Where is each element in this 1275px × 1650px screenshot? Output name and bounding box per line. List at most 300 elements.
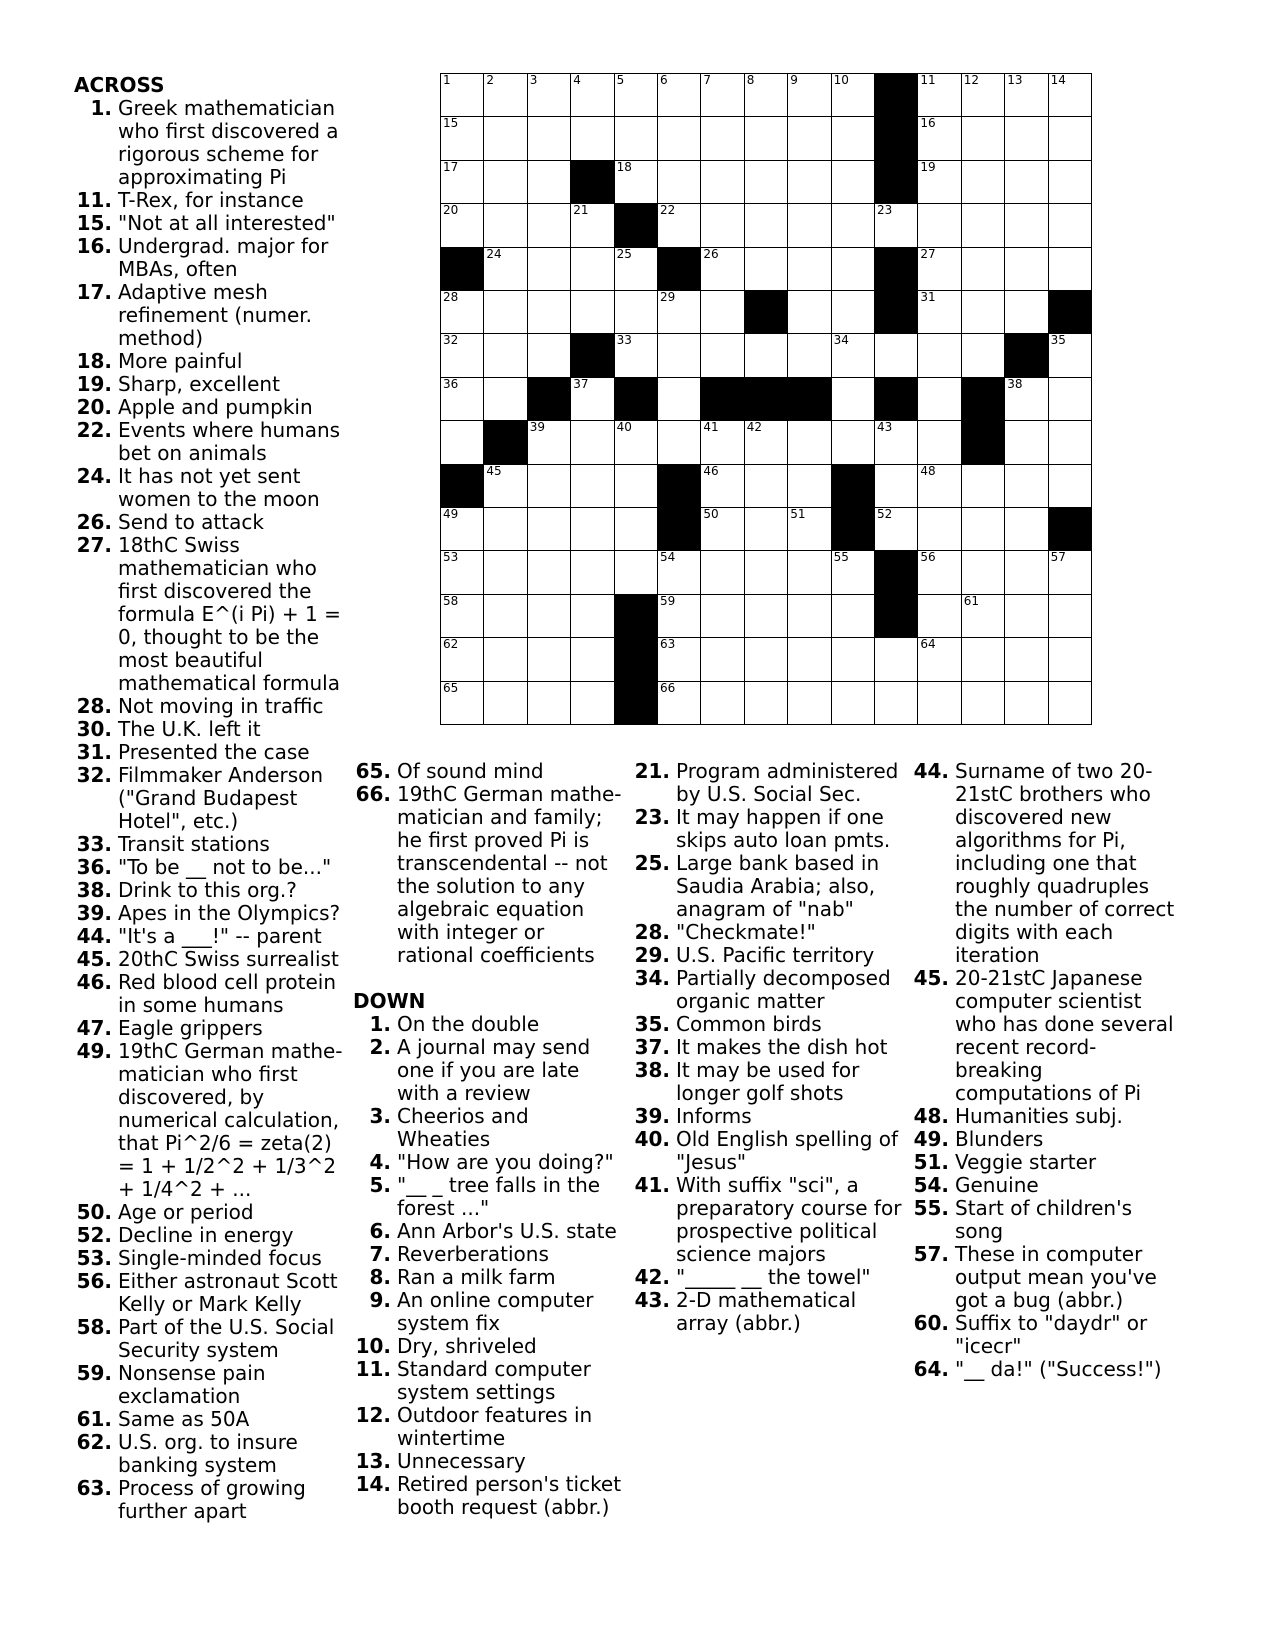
grid-cell[interactable] <box>745 74 788 117</box>
grid-cell[interactable] <box>1005 204 1048 247</box>
grid-cell[interactable] <box>441 161 484 204</box>
grid-cell[interactable] <box>745 204 788 247</box>
grid-cell[interactable] <box>571 117 614 160</box>
clue-text: Standard computer system settings <box>397 1357 591 1404</box>
clue-text: Common birds <box>676 1012 822 1036</box>
clue-column-2 <box>353 760 623 1519</box>
grid-cell[interactable] <box>745 508 788 551</box>
grid-cell[interactable] <box>484 378 527 421</box>
grid-cell[interactable] <box>615 248 658 291</box>
grid-cell[interactable] <box>701 465 744 508</box>
grid-cell[interactable] <box>571 508 614 551</box>
grid-cell[interactable] <box>1005 117 1048 160</box>
grid-cell[interactable] <box>658 421 701 464</box>
grid-cell[interactable] <box>441 421 484 464</box>
grid-cell[interactable] <box>615 74 658 117</box>
grid-cell[interactable] <box>918 204 961 247</box>
clue-text: U.S. org. to insure banking system <box>118 1430 298 1477</box>
grid-cell[interactable] <box>788 291 831 334</box>
grid-cell[interactable] <box>528 551 571 594</box>
cell-number: 3 <box>529 73 538 87</box>
clue-text: "Checkmate!" <box>676 920 816 944</box>
clue-number: 46. <box>76 970 112 994</box>
grid-cell[interactable] <box>788 595 831 638</box>
grid-cell[interactable] <box>875 421 918 464</box>
cell-number: 23 <box>877 203 893 218</box>
grid-cell[interactable] <box>528 334 571 377</box>
grid-cell[interactable] <box>788 334 831 377</box>
grid-cell[interactable] <box>658 74 701 117</box>
grid-cell[interactable] <box>962 291 1005 334</box>
grid-cell[interactable] <box>745 117 788 160</box>
clue-text: Not moving in traffic <box>118 694 324 718</box>
grid-cell[interactable] <box>918 117 961 160</box>
clue-item <box>74 97 344 189</box>
black-square <box>658 508 701 551</box>
cell-number: 50 <box>703 507 719 521</box>
clue-text: "To be __ not to be..." <box>118 855 332 879</box>
cell-number: 15 <box>443 116 459 131</box>
grid-cell[interactable] <box>918 465 961 508</box>
grid-cell[interactable] <box>962 204 1005 247</box>
grid-cell[interactable] <box>918 161 961 204</box>
clue-item <box>353 1243 623 1266</box>
grid-cell[interactable] <box>571 248 614 291</box>
grid-cell[interactable] <box>1005 74 1048 117</box>
grid-cell[interactable] <box>918 334 961 377</box>
grid-cell[interactable] <box>745 161 788 204</box>
grid-cell[interactable] <box>658 378 701 421</box>
grid-cell[interactable] <box>441 595 484 638</box>
grid-cell[interactable] <box>832 117 875 160</box>
grid-cell[interactable] <box>484 248 527 291</box>
clue-number: 30. <box>76 717 112 741</box>
grid-cell[interactable] <box>484 291 527 334</box>
grid-cell[interactable] <box>571 421 614 464</box>
grid-cell[interactable] <box>918 508 961 551</box>
grid-cell[interactable] <box>441 508 484 551</box>
clue-number: 25. <box>634 851 670 875</box>
grid-cell[interactable] <box>962 161 1005 204</box>
black-square <box>875 161 918 204</box>
cell-number: 13 <box>1007 73 1023 87</box>
grid-cell[interactable] <box>1049 204 1092 247</box>
grid-cell[interactable] <box>658 638 701 681</box>
clue-number: 35. <box>634 1012 670 1036</box>
clue-number: 1. <box>90 96 112 120</box>
grid-cell[interactable] <box>918 291 961 334</box>
clue-number: 66. <box>355 782 391 806</box>
grid-cell[interactable] <box>1005 638 1048 681</box>
grid-cell[interactable] <box>875 508 918 551</box>
clue-number: 62. <box>76 1430 112 1454</box>
cell-number: 18 <box>616 159 632 174</box>
grid-cell[interactable] <box>832 595 875 638</box>
clue-text: "__ _ tree falls in the forest ..." <box>397 1173 601 1220</box>
clue-number: 8. <box>369 1265 391 1289</box>
grid-cell[interactable] <box>615 421 658 464</box>
grid-cell[interactable] <box>788 638 831 681</box>
clue-number: 63. <box>76 1476 112 1500</box>
grid-cell[interactable] <box>528 117 571 160</box>
clue-number: 44. <box>76 924 112 948</box>
black-square <box>615 682 658 725</box>
grid-cell[interactable] <box>832 74 875 117</box>
grid-cell[interactable] <box>615 465 658 508</box>
grid-cell[interactable] <box>615 161 658 204</box>
grid-cell[interactable] <box>658 551 701 594</box>
clue-number: 43. <box>634 1288 670 1312</box>
grid-cell[interactable] <box>875 334 918 377</box>
grid-cell[interactable] <box>701 291 744 334</box>
grid-cell[interactable] <box>918 74 961 117</box>
grid-cell[interactable] <box>1005 682 1048 725</box>
clue-number: 60. <box>913 1311 949 1335</box>
grid-cell[interactable] <box>788 421 831 464</box>
grid-cell[interactable] <box>615 334 658 377</box>
grid-cell[interactable] <box>441 378 484 421</box>
grid-cell[interactable] <box>788 508 831 551</box>
grid-cell[interactable] <box>701 638 744 681</box>
grid-cell[interactable] <box>615 508 658 551</box>
clue-item <box>911 1174 1179 1197</box>
clue-text: Reverberations <box>397 1242 549 1266</box>
grid-cell[interactable] <box>832 682 875 725</box>
grid-cell[interactable] <box>962 465 1005 508</box>
clue-text: Old English spelling of "Jesus" <box>676 1127 899 1174</box>
down-clue-list-continued-2 <box>911 760 1179 1381</box>
clue-text: Undergrad. major for MBAs, often <box>118 234 329 281</box>
grid-cell[interactable] <box>832 204 875 247</box>
clue-item <box>74 350 344 373</box>
grid-cell[interactable] <box>571 378 614 421</box>
clue-item <box>74 856 344 879</box>
clue-text: Sharp, excellent <box>118 372 280 396</box>
grid-cell[interactable] <box>832 551 875 594</box>
clue-text: Eagle grippers <box>118 1016 263 1040</box>
grid-cell[interactable] <box>528 74 571 117</box>
clue-number: 28. <box>76 694 112 718</box>
clue-item <box>632 806 902 852</box>
grid-cell[interactable] <box>832 421 875 464</box>
grid-cell[interactable] <box>918 421 961 464</box>
clue-item <box>353 1473 623 1519</box>
grid-cell[interactable] <box>788 551 831 594</box>
grid-cell[interactable] <box>484 74 527 117</box>
grid-cell[interactable] <box>788 161 831 204</box>
grid-cell[interactable] <box>745 248 788 291</box>
grid-cell[interactable] <box>441 291 484 334</box>
black-square <box>528 378 571 421</box>
grid-cell[interactable] <box>962 248 1005 291</box>
grid-cell[interactable] <box>745 682 788 725</box>
grid-cell[interactable] <box>832 378 875 421</box>
grid-cell[interactable] <box>832 161 875 204</box>
grid-cell[interactable] <box>1049 248 1092 291</box>
grid-cell[interactable] <box>484 117 527 160</box>
clue-text: With suffix "sci", a preparatory course for prospective political science majors <box>676 1173 902 1266</box>
grid-cell[interactable] <box>528 161 571 204</box>
grid-cell[interactable] <box>875 638 918 681</box>
clue-item <box>353 1036 623 1105</box>
grid-cell[interactable] <box>658 161 701 204</box>
clue-text: Of sound mind <box>397 759 544 783</box>
grid-cell[interactable] <box>484 334 527 377</box>
grid-cell[interactable] <box>484 465 527 508</box>
grid-cell[interactable] <box>441 117 484 160</box>
clue-text: Surname of two 20-21stC brothers who discovered new algorithms for Pi, including one that roughly quadruples the number of correct digits with each iteration <box>955 759 1175 967</box>
clue-text: 19thC German mathe-matician who first discovered, by numerical calculation, that Pi^2/6 = zeta(2) = 1 + 1/2^2 + 1/3^2 + 1/4^2 + ... <box>118 1039 343 1201</box>
grid-cell[interactable] <box>1049 378 1092 421</box>
grid-cell[interactable] <box>1049 551 1092 594</box>
grid-cell[interactable] <box>1005 595 1048 638</box>
grid-cell[interactable] <box>962 682 1005 725</box>
grid-cell[interactable] <box>528 465 571 508</box>
grid-cell[interactable] <box>658 334 701 377</box>
clue-item <box>74 212 344 235</box>
grid-cell[interactable] <box>701 682 744 725</box>
grid-cell[interactable] <box>441 334 484 377</box>
grid-cell[interactable] <box>701 334 744 377</box>
grid-cell[interactable] <box>1049 161 1092 204</box>
clue-number: 55. <box>913 1196 949 1220</box>
grid-cell[interactable] <box>701 421 744 464</box>
grid-cell[interactable] <box>701 508 744 551</box>
clue-item <box>911 760 1179 967</box>
grid-cell[interactable] <box>701 74 744 117</box>
clue-number: 24. <box>76 464 112 488</box>
grid-cell[interactable] <box>571 204 614 247</box>
grid-cell[interactable] <box>1049 682 1092 725</box>
grid-cell[interactable] <box>918 638 961 681</box>
grid-cell[interactable] <box>701 551 744 594</box>
grid-cell[interactable] <box>528 291 571 334</box>
clue-item <box>74 1431 344 1477</box>
grid-cell[interactable] <box>788 74 831 117</box>
clue-item <box>632 1036 902 1059</box>
cell-number: 38 <box>1007 376 1023 391</box>
grid-cell[interactable] <box>745 334 788 377</box>
clue-number: 16. <box>76 234 112 258</box>
grid-cell[interactable] <box>441 682 484 725</box>
clue-item <box>632 1013 902 1036</box>
clue-item <box>353 783 623 967</box>
clue-number: 19. <box>76 372 112 396</box>
grid-cell[interactable] <box>1005 161 1048 204</box>
grid-cell[interactable] <box>701 204 744 247</box>
cell-number: 24 <box>486 246 502 261</box>
grid-cell[interactable] <box>962 638 1005 681</box>
clue-item <box>74 833 344 856</box>
grid-cell[interactable] <box>658 204 701 247</box>
grid-cell[interactable] <box>615 551 658 594</box>
cell-number: 34 <box>833 333 849 348</box>
clue-item <box>74 419 344 465</box>
across-clue-list <box>74 97 344 1523</box>
clue-number: 40. <box>634 1127 670 1151</box>
black-square <box>615 595 658 638</box>
grid-cell[interactable] <box>918 682 961 725</box>
grid-cell[interactable] <box>1005 291 1048 334</box>
clue-number: 47. <box>76 1016 112 1040</box>
grid-cell[interactable] <box>571 595 614 638</box>
clue-text: On the double <box>397 1012 540 1036</box>
grid-cell[interactable] <box>745 551 788 594</box>
grid-cell[interactable] <box>1049 595 1092 638</box>
grid-cell[interactable] <box>571 291 614 334</box>
grid-cell[interactable] <box>745 595 788 638</box>
grid-cell[interactable] <box>571 682 614 725</box>
grid-cell[interactable] <box>658 595 701 638</box>
grid-cell[interactable] <box>528 204 571 247</box>
grid-cell[interactable] <box>441 74 484 117</box>
grid-cell[interactable] <box>745 421 788 464</box>
grid-cell[interactable] <box>832 334 875 377</box>
clue-item <box>74 511 344 534</box>
cell-number: 4 <box>573 73 581 87</box>
grid-cell[interactable] <box>918 378 961 421</box>
clue-number: 44. <box>913 759 949 783</box>
grid-cell[interactable] <box>528 638 571 681</box>
grid-cell[interactable] <box>875 682 918 725</box>
grid-cell[interactable] <box>441 204 484 247</box>
grid-cell[interactable] <box>528 682 571 725</box>
grid-cell[interactable] <box>528 595 571 638</box>
grid-cell[interactable] <box>484 161 527 204</box>
clue-number: 28. <box>634 920 670 944</box>
grid-cell[interactable] <box>658 682 701 725</box>
grid-cell[interactable] <box>528 508 571 551</box>
clue-number: 9. <box>369 1288 391 1312</box>
grid-cell[interactable] <box>701 161 744 204</box>
grid-cell[interactable] <box>484 204 527 247</box>
grid-cell[interactable] <box>615 291 658 334</box>
grid-cell[interactable] <box>571 465 614 508</box>
clue-number: 17. <box>76 280 112 304</box>
grid-cell[interactable] <box>701 117 744 160</box>
grid-cell[interactable] <box>1049 465 1092 508</box>
grid-cell[interactable] <box>832 291 875 334</box>
grid-cell[interactable] <box>1005 378 1048 421</box>
clue-item <box>74 879 344 902</box>
cell-number: 39 <box>529 420 546 435</box>
grid-cell[interactable] <box>788 465 831 508</box>
grid-cell[interactable] <box>788 682 831 725</box>
clue-number: 48. <box>913 1104 949 1128</box>
grid-cell[interactable] <box>918 595 961 638</box>
grid-cell[interactable] <box>701 248 744 291</box>
grid-cell[interactable] <box>484 682 527 725</box>
grid-cell[interactable] <box>788 117 831 160</box>
clue-text: "How are you doing?" <box>397 1150 614 1174</box>
grid-cell[interactable] <box>875 204 918 247</box>
grid-cell[interactable] <box>918 551 961 594</box>
grid-cell[interactable] <box>1049 117 1092 160</box>
cell-number: 37 <box>573 376 589 391</box>
clue-text: More painful <box>118 349 243 373</box>
grid-cell[interactable] <box>1049 421 1092 464</box>
grid-cell[interactable] <box>1005 248 1048 291</box>
black-square <box>962 378 1005 421</box>
clue-number: 7. <box>369 1242 391 1266</box>
clue-number: 49. <box>913 1127 949 1151</box>
clue-number: 56. <box>76 1269 112 1293</box>
grid-cell[interactable] <box>571 551 614 594</box>
grid-cell[interactable] <box>832 638 875 681</box>
grid-cell[interactable] <box>962 334 1005 377</box>
grid-cell[interactable] <box>571 74 614 117</box>
grid-cell[interactable] <box>1049 334 1092 377</box>
clue-item <box>353 1220 623 1243</box>
grid-cell[interactable] <box>918 248 961 291</box>
grid-cell[interactable] <box>484 508 527 551</box>
clue-item <box>74 1477 344 1523</box>
clue-number: 57. <box>913 1242 949 1266</box>
cell-number: 62 <box>443 637 459 652</box>
grid-cell[interactable] <box>484 595 527 638</box>
clue-text: Events where humans bet on animals <box>118 418 341 465</box>
grid-cell[interactable] <box>788 248 831 291</box>
clue-text: Start of children's song <box>955 1196 1133 1243</box>
clue-item <box>353 1450 623 1473</box>
black-square <box>658 248 701 291</box>
grid-cell[interactable] <box>615 117 658 160</box>
grid-cell[interactable] <box>962 551 1005 594</box>
clue-item <box>74 465 344 511</box>
clue-number: 50. <box>76 1200 112 1224</box>
black-square <box>875 291 918 334</box>
grid-cell[interactable] <box>745 465 788 508</box>
clue-number: 59. <box>76 1361 112 1385</box>
grid-cell[interactable] <box>1049 638 1092 681</box>
grid-cell[interactable] <box>1005 551 1048 594</box>
clue-item <box>353 1105 623 1151</box>
grid-cell[interactable] <box>875 465 918 508</box>
grid-cell[interactable] <box>484 551 527 594</box>
grid-cell[interactable] <box>528 248 571 291</box>
black-square <box>484 421 527 464</box>
clue-text: 20-21stC Japanese computer scientist who has done several recent record-breaking computations of Pi <box>955 966 1174 1105</box>
grid-cell[interactable] <box>962 74 1005 117</box>
grid-cell[interactable] <box>962 117 1005 160</box>
grid-cell[interactable] <box>528 421 571 464</box>
cell-number: 5 <box>616 73 625 87</box>
grid-cell[interactable] <box>962 508 1005 551</box>
grid-cell[interactable] <box>441 638 484 681</box>
cell-number: 31 <box>920 290 936 304</box>
grid-cell[interactable] <box>745 638 788 681</box>
clue-number: 36. <box>76 855 112 879</box>
grid-cell[interactable] <box>962 595 1005 638</box>
grid-cell[interactable] <box>484 638 527 681</box>
grid-cell[interactable] <box>832 248 875 291</box>
clue-item <box>353 1151 623 1174</box>
grid-cell[interactable] <box>1005 465 1048 508</box>
grid-cell[interactable] <box>1049 74 1092 117</box>
grid-cell[interactable] <box>658 291 701 334</box>
clue-item <box>74 373 344 396</box>
grid-cell[interactable] <box>441 551 484 594</box>
grid-cell[interactable] <box>701 595 744 638</box>
cell-number: 49 <box>443 507 459 521</box>
grid-cell[interactable] <box>658 117 701 160</box>
clue-item <box>74 971 344 1017</box>
grid-cell[interactable] <box>1005 508 1048 551</box>
grid-cell[interactable] <box>788 204 831 247</box>
grid-cell[interactable] <box>1005 421 1048 464</box>
clue-number: 31. <box>76 740 112 764</box>
grid-cell[interactable] <box>571 638 614 681</box>
